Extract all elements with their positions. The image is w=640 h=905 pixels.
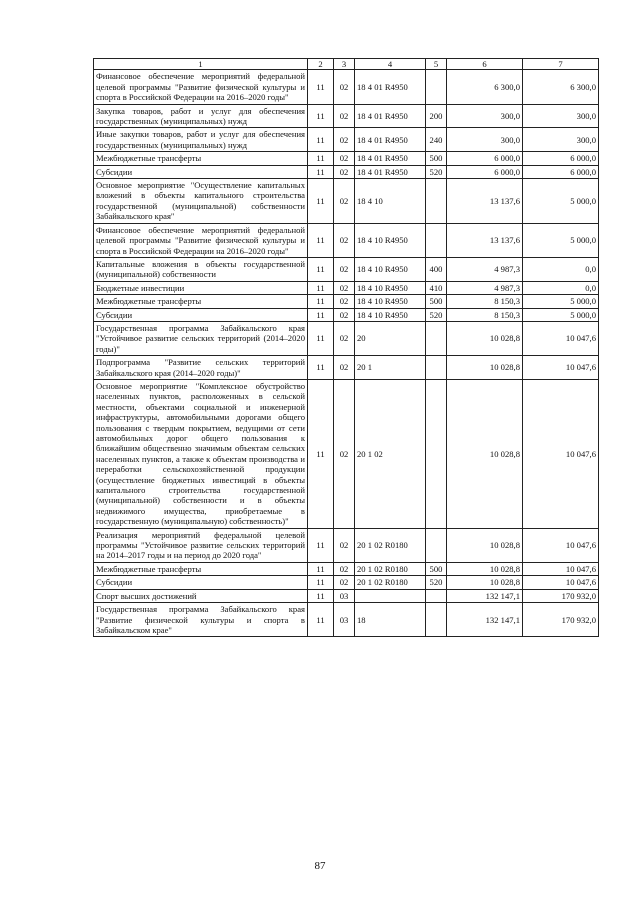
amount-year-1-cell: 4 987,3 <box>447 281 523 294</box>
section-code-cell: 11 <box>308 379 334 528</box>
amount-year-2-cell: 5 000,0 <box>523 295 599 308</box>
amount-year-1-cell: 10 028,8 <box>447 562 523 575</box>
amount-year-2-cell: 10 047,6 <box>523 379 599 528</box>
row-name-cell: Межбюджетные трансферты <box>94 295 308 308</box>
section-code-cell: 11 <box>308 281 334 294</box>
table-row <box>94 308 599 321</box>
expense-type-cell: 240 <box>426 128 447 152</box>
row-name-cell: Межбюджетные трансферты <box>94 562 308 575</box>
amount-year-2-cell: 6 300,0 <box>523 70 599 104</box>
table-row <box>94 70 599 104</box>
expense-type-cell: 500 <box>426 562 447 575</box>
amount-year-2-cell: 0,0 <box>523 281 599 294</box>
row-name-cell: Закупка товаров, работ и услуг для обеспечения государственных (муниципальных) нужд <box>94 104 308 128</box>
header-cell-2: 2 <box>308 59 334 70</box>
amount-year-2-cell: 300,0 <box>523 104 599 128</box>
subsection-code-cell: 02 <box>334 379 355 528</box>
table-row <box>94 295 599 308</box>
target-article-cell: 18 4 01 R4950 <box>355 128 426 152</box>
amount-year-1-cell: 10 028,8 <box>447 321 523 355</box>
document-page <box>93 58 598 637</box>
row-name-cell: Государственная программа Забайкальского края "Развитие физической культуры и спорта в Забайкальском крае" <box>94 603 308 637</box>
amount-year-2-cell: 10 047,6 <box>523 576 599 589</box>
row-name-cell: Основное мероприятие "Осуществление капитальных вложений в объекты капитального строительства государственной (муниципальной) собственности Забайкальского края" <box>94 179 308 224</box>
section-code-cell: 11 <box>308 321 334 355</box>
amount-year-1-cell: 10 028,8 <box>447 379 523 528</box>
subsection-code-cell: 02 <box>334 152 355 165</box>
amount-year-1-cell: 300,0 <box>447 128 523 152</box>
subsection-code-cell: 02 <box>334 321 355 355</box>
table-body <box>94 70 599 637</box>
header-cell-3: 3 <box>334 59 355 70</box>
table-row <box>94 257 599 281</box>
amount-year-1-cell: 13 137,6 <box>447 179 523 224</box>
section-code-cell: 11 <box>308 128 334 152</box>
amount-year-2-cell: 10 047,6 <box>523 321 599 355</box>
budget-table <box>93 58 599 637</box>
page-number: 87 <box>314 860 326 872</box>
expense-type-cell <box>426 528 447 562</box>
table-row <box>94 379 599 528</box>
table-row <box>94 179 599 224</box>
subsection-code-cell: 02 <box>334 356 355 380</box>
expense-type-cell: 520 <box>426 576 447 589</box>
section-code-cell: 11 <box>308 589 334 602</box>
amount-year-2-cell: 5 000,0 <box>523 308 599 321</box>
amount-year-2-cell: 170 932,0 <box>523 589 599 602</box>
amount-year-1-cell: 10 028,8 <box>447 528 523 562</box>
expense-type-cell <box>426 223 447 257</box>
amount-year-1-cell: 6 000,0 <box>447 165 523 178</box>
target-article-cell: 18 4 10 R4950 <box>355 308 426 321</box>
subsection-code-cell: 02 <box>334 528 355 562</box>
target-article-cell: 18 4 10 R4950 <box>355 295 426 308</box>
subsection-code-cell: 02 <box>334 128 355 152</box>
header-cell-7: 7 <box>523 59 599 70</box>
amount-year-2-cell: 10 047,6 <box>523 356 599 380</box>
expense-type-cell: 400 <box>426 257 447 281</box>
target-article-cell: 18 4 10 <box>355 179 426 224</box>
expense-type-cell <box>426 70 447 104</box>
row-name-cell: Субсидии <box>94 576 308 589</box>
subsection-code-cell: 02 <box>334 257 355 281</box>
subsection-code-cell: 03 <box>334 589 355 602</box>
subsection-code-cell: 02 <box>334 308 355 321</box>
row-name-cell: Субсидии <box>94 308 308 321</box>
expense-type-cell: 520 <box>426 165 447 178</box>
amount-year-1-cell: 6 000,0 <box>447 152 523 165</box>
row-name-cell: Основное мероприятие "Комплексное обустройство населенных пунктов, расположенных в сельской местности, объектами социальной и инженерной инфраструктуры, автомобильными дорогами общего пользования с твердым покрытием, ведущими от сети автомобильных дорог общего пользования к ближайшим общественно значимым объектам сельских населенных пунктов, а также к объектам производства и переработки сельскохозяйственной продукции (осуществление бюджетных инвестиций в объекты капитального строительства государственной (муниципальной) собственности и в объекты недвижимого имущества, приобретаемые в государственную (муниципальную) собственность)" <box>94 379 308 528</box>
expense-type-cell <box>426 603 447 637</box>
target-article-cell: 18 4 01 R4950 <box>355 70 426 104</box>
target-article-cell <box>355 589 426 602</box>
subsection-code-cell: 02 <box>334 295 355 308</box>
section-code-cell: 11 <box>308 603 334 637</box>
amount-year-1-cell: 300,0 <box>447 104 523 128</box>
expense-type-cell: 500 <box>426 295 447 308</box>
amount-year-1-cell: 10 028,8 <box>447 576 523 589</box>
target-article-cell: 18 <box>355 603 426 637</box>
row-name-cell: Спорт высших достижений <box>94 589 308 602</box>
header-cell-1: 1 <box>94 59 308 70</box>
row-name-cell: Межбюджетные трансферты <box>94 152 308 165</box>
amount-year-1-cell: 132 147,1 <box>447 589 523 602</box>
target-article-cell: 20 1 02 R0180 <box>355 528 426 562</box>
expense-type-cell <box>426 179 447 224</box>
subsection-code-cell: 02 <box>334 576 355 589</box>
subsection-code-cell: 03 <box>334 603 355 637</box>
section-code-cell: 11 <box>308 562 334 575</box>
table-row <box>94 528 599 562</box>
row-name-cell: Реализация мероприятий федеральной целевой программы "Устойчивое развитие сельских территорий на 2014–2017 годы и на период до 2020 года" <box>94 528 308 562</box>
subsection-code-cell: 02 <box>334 104 355 128</box>
section-code-cell: 11 <box>308 70 334 104</box>
section-code-cell: 11 <box>308 528 334 562</box>
expense-type-cell: 200 <box>426 104 447 128</box>
row-name-cell: Субсидии <box>94 165 308 178</box>
section-code-cell: 11 <box>308 308 334 321</box>
target-article-cell: 20 1 <box>355 356 426 380</box>
amount-year-2-cell: 10 047,6 <box>523 562 599 575</box>
expense-type-cell: 410 <box>426 281 447 294</box>
target-article-cell: 20 1 02 <box>355 379 426 528</box>
section-code-cell: 11 <box>308 104 334 128</box>
amount-year-2-cell: 170 932,0 <box>523 603 599 637</box>
target-article-cell: 18 4 01 R4950 <box>355 152 426 165</box>
section-code-cell: 11 <box>308 152 334 165</box>
row-name-cell: Бюджетные инвестиции <box>94 281 308 294</box>
header-row <box>94 59 599 70</box>
row-name-cell: Финансовое обеспечение мероприятий федеральной целевой программы "Развитие физической культуры и спорта в Российской Федерации на 2016–2020 годы" <box>94 70 308 104</box>
row-name-cell: Государственная программа Забайкальского края "Устойчивое развитие сельских территорий (2014–2020 годы)" <box>94 321 308 355</box>
table-row <box>94 356 599 380</box>
table-row <box>94 128 599 152</box>
amount-year-1-cell: 8 150,3 <box>447 295 523 308</box>
target-article-cell: 18 4 01 R4950 <box>355 165 426 178</box>
amount-year-1-cell: 132 147,1 <box>447 603 523 637</box>
header-cell-4: 4 <box>355 59 426 70</box>
table-row <box>94 562 599 575</box>
amount-year-1-cell: 8 150,3 <box>447 308 523 321</box>
table-row <box>94 281 599 294</box>
section-code-cell: 11 <box>308 223 334 257</box>
amount-year-2-cell: 6 000,0 <box>523 165 599 178</box>
target-article-cell: 20 1 02 R0180 <box>355 576 426 589</box>
table-row <box>94 603 599 637</box>
amount-year-1-cell: 4 987,3 <box>447 257 523 281</box>
expense-type-cell: 520 <box>426 308 447 321</box>
table-row <box>94 165 599 178</box>
expense-type-cell <box>426 379 447 528</box>
target-article-cell: 18 4 10 R4950 <box>355 281 426 294</box>
row-name-cell: Финансовое обеспечение мероприятий федеральной целевой программы "Развитие физической культуры и спорта в Российской Федерации на 2016–2020 годы" <box>94 223 308 257</box>
table-row <box>94 152 599 165</box>
amount-year-2-cell: 5 000,0 <box>523 179 599 224</box>
target-article-cell: 18 4 01 R4950 <box>355 104 426 128</box>
section-code-cell: 11 <box>308 295 334 308</box>
subsection-code-cell: 02 <box>334 70 355 104</box>
table-row <box>94 223 599 257</box>
amount-year-2-cell: 6 000,0 <box>523 152 599 165</box>
table-row <box>94 104 599 128</box>
target-article-cell: 18 4 10 R4950 <box>355 257 426 281</box>
target-article-cell: 20 <box>355 321 426 355</box>
target-article-cell: 20 1 02 R0180 <box>355 562 426 575</box>
target-article-cell: 18 4 10 R4950 <box>355 223 426 257</box>
amount-year-1-cell: 10 028,8 <box>447 356 523 380</box>
subsection-code-cell: 02 <box>334 223 355 257</box>
expense-type-cell <box>426 589 447 602</box>
header-cell-5: 5 <box>426 59 447 70</box>
amount-year-2-cell: 300,0 <box>523 128 599 152</box>
row-name-cell: Иные закупки товаров, работ и услуг для обеспечения государственных (муниципальных) нужд <box>94 128 308 152</box>
section-code-cell: 11 <box>308 179 334 224</box>
table-row <box>94 576 599 589</box>
header-cell-6: 6 <box>447 59 523 70</box>
expense-type-cell <box>426 356 447 380</box>
row-name-cell: Капитальные вложения в объекты государственной (муниципальной) собственности <box>94 257 308 281</box>
amount-year-2-cell: 0,0 <box>523 257 599 281</box>
section-code-cell: 11 <box>308 257 334 281</box>
amount-year-2-cell: 10 047,6 <box>523 528 599 562</box>
row-name-cell: Подпрограмма "Развитие сельских территорий Забайкальского края (2014–2020 годы)" <box>94 356 308 380</box>
section-code-cell: 11 <box>308 165 334 178</box>
table-row <box>94 321 599 355</box>
section-code-cell: 11 <box>308 356 334 380</box>
section-code-cell: 11 <box>308 576 334 589</box>
subsection-code-cell: 02 <box>334 165 355 178</box>
subsection-code-cell: 02 <box>334 179 355 224</box>
expense-type-cell <box>426 321 447 355</box>
amount-year-1-cell: 13 137,6 <box>447 223 523 257</box>
subsection-code-cell: 02 <box>334 281 355 294</box>
subsection-code-cell: 02 <box>334 562 355 575</box>
amount-year-1-cell: 6 300,0 <box>447 70 523 104</box>
expense-type-cell: 500 <box>426 152 447 165</box>
amount-year-2-cell: 5 000,0 <box>523 223 599 257</box>
table-row <box>94 589 599 602</box>
